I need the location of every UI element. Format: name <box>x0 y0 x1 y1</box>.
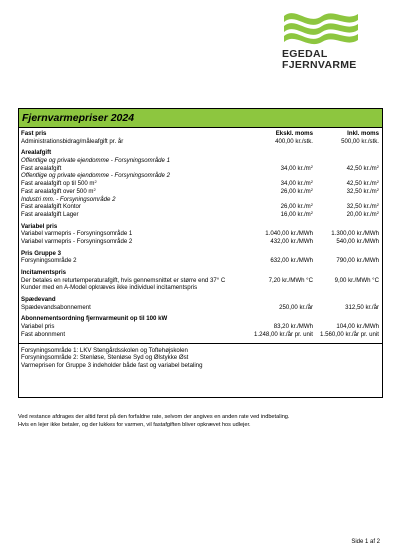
company-logo <box>282 8 360 71</box>
row-ex: 7,20 kr./MWh °C <box>268 276 313 284</box>
row-label: Spædevandsabonnement <box>21 303 91 311</box>
row-label: Administrationsbidrag/måleafgift pr. år <box>21 137 124 145</box>
table-row <box>21 211 380 219</box>
note-row <box>21 157 380 165</box>
area1-note: Offentlige og private ejendomme - Forsyningsområde 1 <box>21 157 171 165</box>
logo-text-line2: FJERNVARME <box>282 59 357 71</box>
logo-text-line1: EGEDAL <box>282 48 328 60</box>
row-inc: 32,50 $kr./m^2$ <box>346 186 379 195</box>
page-number: Side 1 af 2 <box>351 539 380 545</box>
incit-title: Incitamentspris <box>21 269 67 276</box>
row-ex: 1.248,00 kr./år pr. unit <box>254 330 313 338</box>
row-inc: 104,00 kr./MWh <box>336 323 379 331</box>
row-label: Fast arealafgift over 500 $m^2$ <box>21 186 96 195</box>
table-row <box>21 138 380 146</box>
section-title <box>21 250 380 258</box>
row-ex: 250,00 kr./år <box>279 303 313 311</box>
row-label: Der betales en returtemperaturafgift, hvis gennemsnittet er større end 37° C <box>21 276 226 284</box>
section-title <box>21 296 380 304</box>
row-inc: 32,50 $kr./m^2$ <box>346 202 379 211</box>
row-label: Fast abonnment <box>21 330 66 338</box>
note-row <box>21 354 380 362</box>
row-inc: 42,50 $kr./m^2$ <box>346 179 379 188</box>
table-row <box>21 165 380 173</box>
row-inc: 42,50 $kr./m^2$ <box>346 163 379 172</box>
price-content <box>19 128 382 370</box>
row-inc: 20,00 $kr./m^2$ <box>346 209 379 218</box>
footnote-line-1: Ved restance afdrages der altid først på den forfaldne rate, selvom der angives en anden rate ved indbetaling. <box>18 414 290 420</box>
footnote <box>18 413 383 429</box>
header-ekskl: Ekskl. moms <box>275 130 313 137</box>
divider <box>19 343 382 344</box>
row-ex: 16,00 $kr./m^2$ <box>280 209 313 218</box>
table-row <box>21 277 380 285</box>
row-label: Variabel varmepris - Forsyningsområde 1 <box>21 230 133 238</box>
row-ex: 632,00 kr./MWh <box>270 257 313 265</box>
row-ex: 400,00 kr./stk. <box>275 137 313 145</box>
row-inc: 1.300,00 kr./MWh <box>331 230 379 238</box>
row-inc: 312,50 kr./år <box>345 303 379 311</box>
table-row <box>21 331 380 339</box>
page-title: Fjernvarmepriser 2024 <box>19 109 382 128</box>
table-row <box>21 230 380 238</box>
row-label: Fast arealafgift Lager <box>21 210 79 218</box>
header-inkl: Inkl. moms <box>347 130 379 137</box>
section-title <box>21 149 380 157</box>
row-label: Variabel varmepris - Forsyningsområde 2 <box>21 237 133 245</box>
footnote-line-2: Hvis en lejer ikke betaler, og der lukkes for varmen, vil fastafgiften bliver opkrævet hos udlejer. <box>18 422 251 428</box>
row-label: Fast arealafgift Kontor <box>21 203 81 211</box>
note-1: Forsyningsområde 1: LKV Stengårdsskolen og Toftehøjskolen <box>21 346 188 354</box>
table-row <box>21 188 380 196</box>
row-ex: 83,20 kr./MWh <box>273 323 313 331</box>
row-inc: 1.560,00 kr./år pr. unit <box>320 330 379 338</box>
incit-note: Kunder med en A-Model opkræves ikke individuel incitamentspris <box>21 284 198 292</box>
row-inc: 500,00 kr./stk. <box>341 137 379 145</box>
note-3: Varmeprisen for Gruppe 3 indeholder både fast og variabel betaling <box>21 361 203 369</box>
note-2: Forsyningsområde 2: Stenløse, Stenløse Syd og Ølstykke Øst <box>21 354 189 362</box>
spaedevand-title: Spædevand <box>21 296 56 304</box>
gruppe3-title: Pris Gruppe 3 <box>21 249 61 257</box>
row-label: Forsyningsområde 2 <box>21 257 77 265</box>
table-row <box>21 203 380 211</box>
table-row <box>21 304 380 312</box>
row-label: Variabel pris <box>21 323 55 331</box>
table-row <box>21 180 380 188</box>
header-fast-pris: Fast pris <box>21 130 47 137</box>
row-ex: 26,00 $kr./m^2$ <box>280 186 313 195</box>
arealafgift-title: Arealafgift <box>21 149 52 157</box>
variabel-title: Variabel pris <box>21 222 58 230</box>
row-label: Fast arealafgift op til 500 $m^2$ <box>21 179 97 188</box>
row-ex: 1.040,00 kr./MWh <box>265 230 313 238</box>
note-row <box>21 196 380 204</box>
row-ex: 34,00 $kr./m^2$ <box>280 179 313 188</box>
row-inc: 540,00 kr./MWh <box>336 237 379 245</box>
note-row <box>21 284 380 292</box>
note-row <box>21 172 380 180</box>
price-table <box>18 108 383 398</box>
area2-note: Offentlige og private ejendomme - Forsyningsområde 2 <box>21 172 171 180</box>
row-ex: 34,00 $kr./m^2$ <box>280 163 313 172</box>
note-row <box>21 347 380 355</box>
section-title <box>21 315 380 323</box>
row-inc: 9,00 kr./MWh °C <box>334 276 379 284</box>
section-title <box>21 223 380 231</box>
table-row <box>21 323 380 331</box>
table-header <box>21 130 380 138</box>
row-ex: 26,00 $kr./m^2$ <box>280 202 313 211</box>
abon-title: Abonnementsordning fjernvarmeunit op til 100 kW <box>21 315 168 323</box>
note-row <box>21 362 380 370</box>
table-row <box>21 238 380 246</box>
industri-note: Industri mm. - Forsyningsområde 2 <box>21 195 116 203</box>
logo-wave-icon <box>282 8 360 46</box>
section-title <box>21 269 380 277</box>
row-label: Fast arealafgift <box>21 164 62 172</box>
table-row <box>21 257 380 265</box>
row-inc: 790,00 kr./MWh <box>336 257 379 265</box>
row-ex: 432,00 kr./MWh <box>270 237 313 245</box>
